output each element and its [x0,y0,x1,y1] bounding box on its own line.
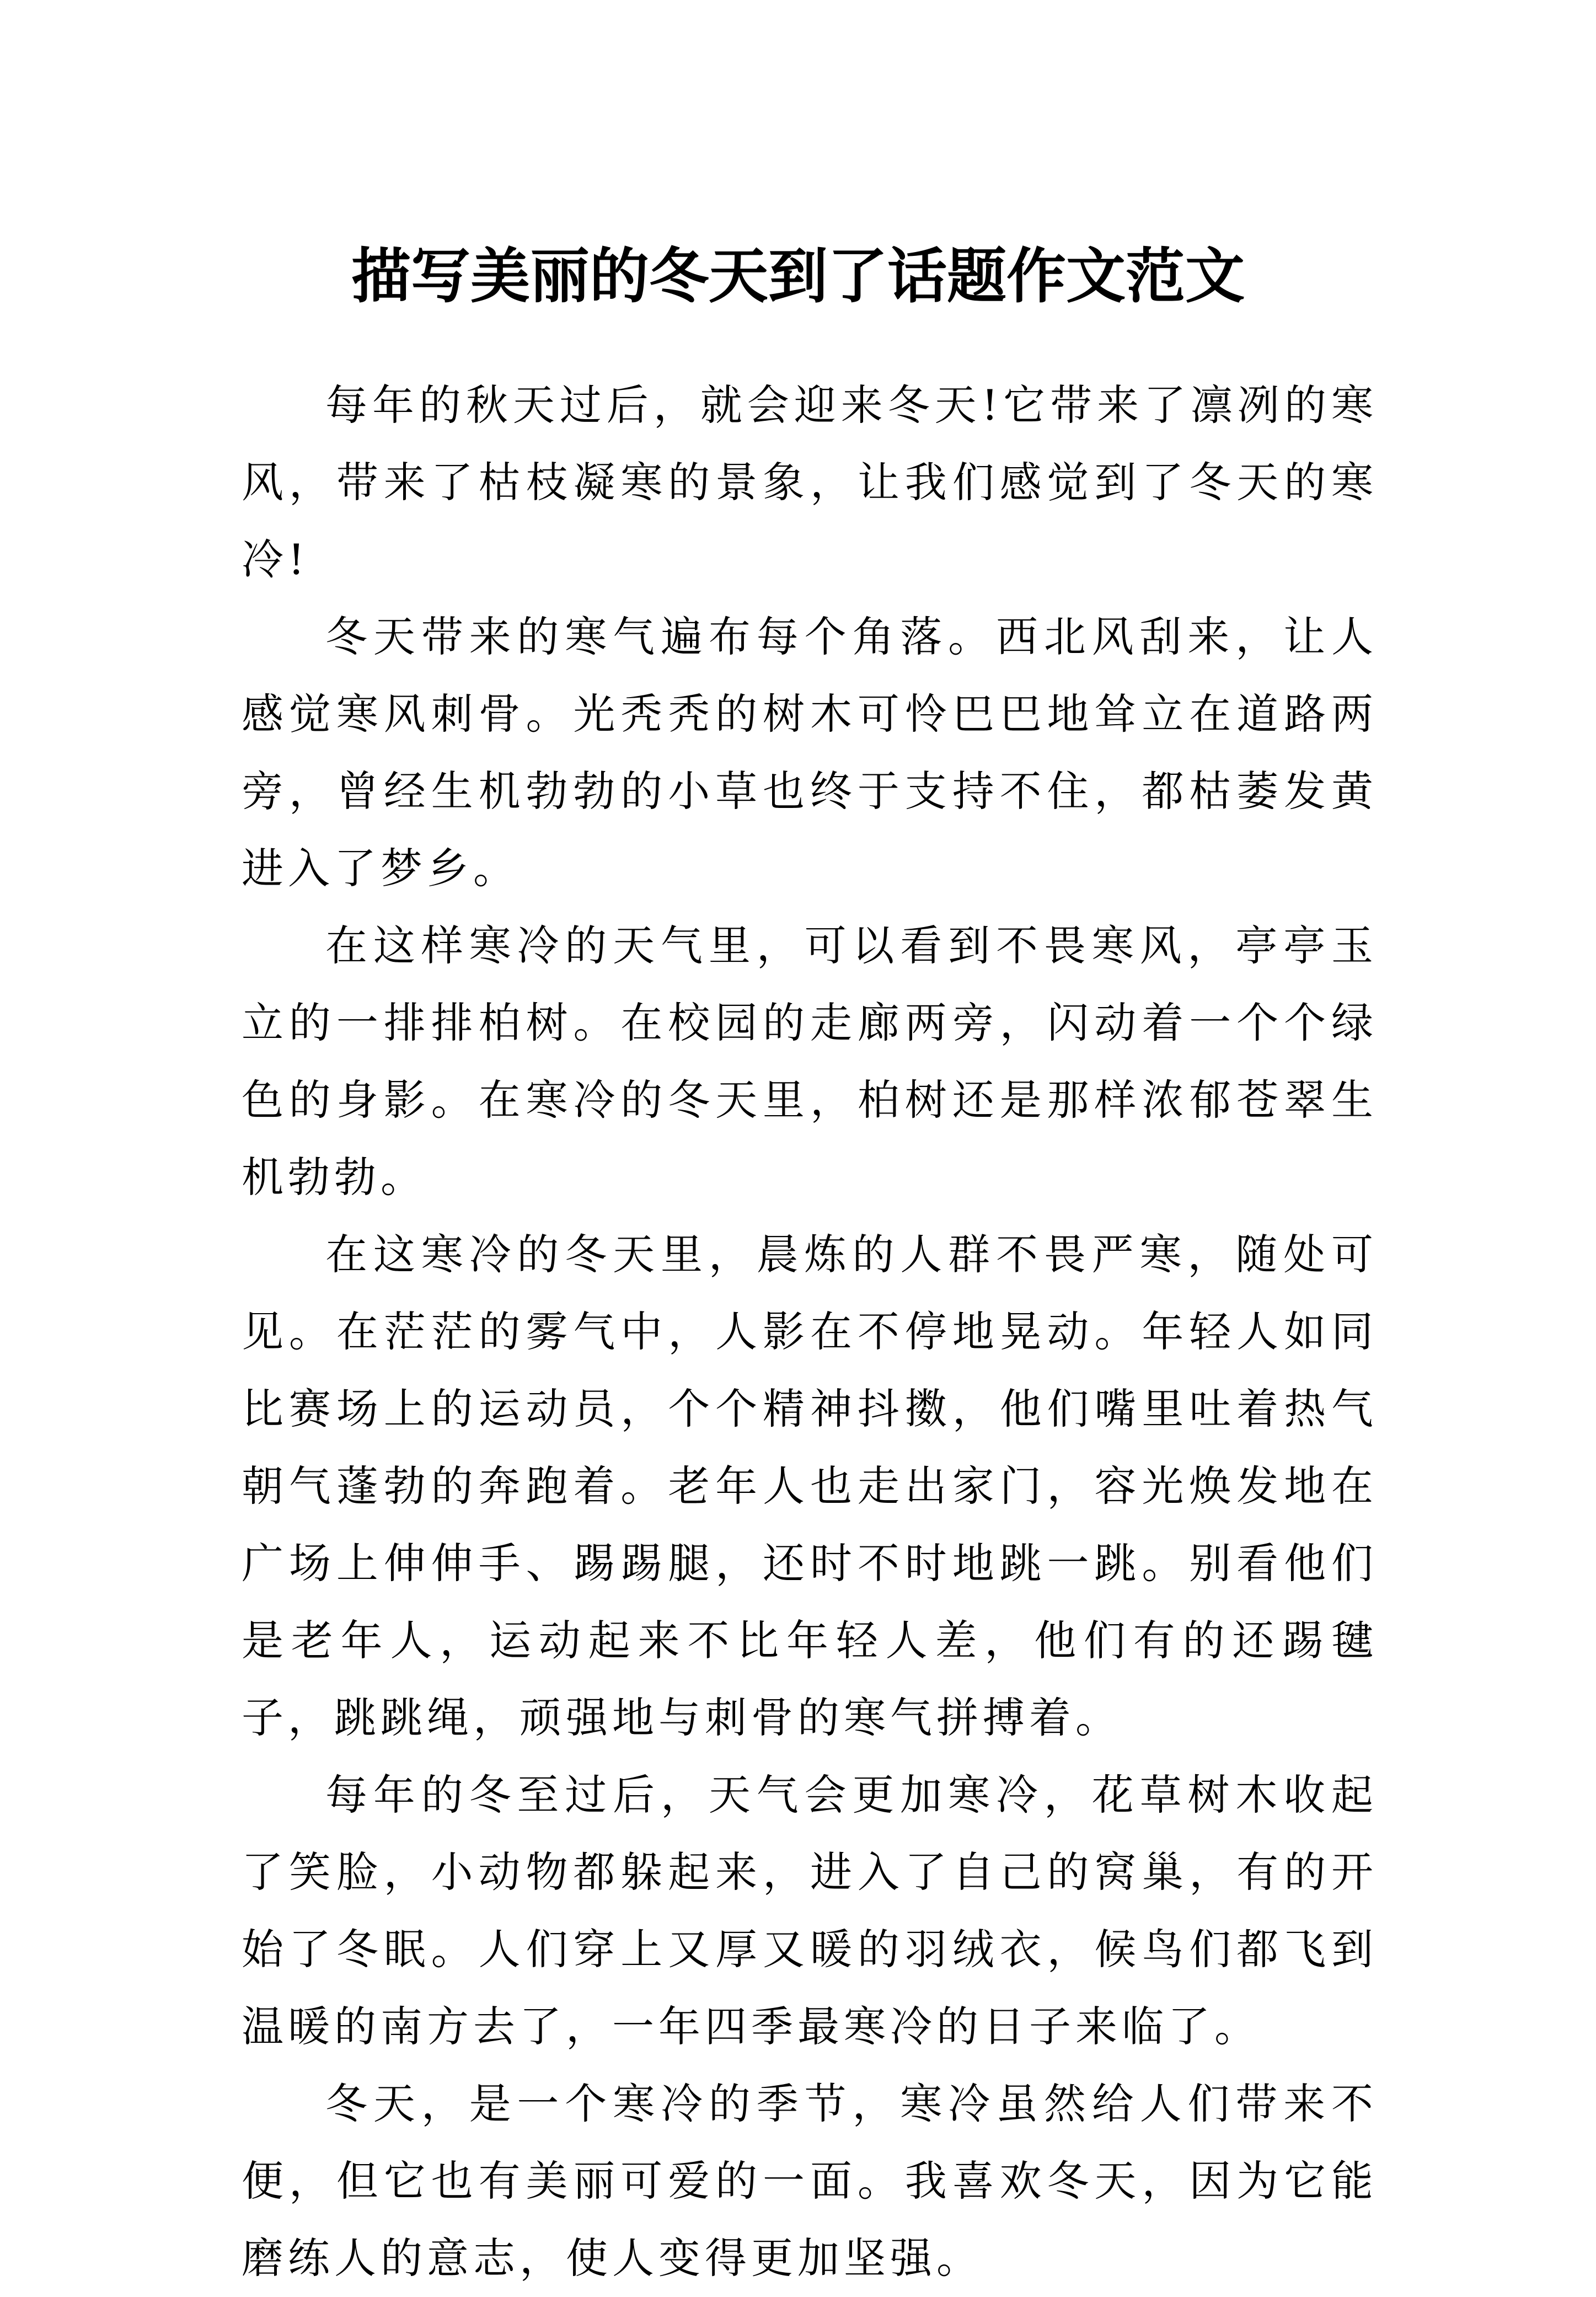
paragraph-4: 在这寒冷的冬天里，晨炼的人群不畏严寒，随处可见。在茫茫的雾气中，人影在不停地晃动。年轻人如同比赛场上的运动员，个个精神抖擞，他们嘴里吐着热气朝气蓬勃的奔跑着。老年人也走出家门，容光焕发地在广场上伸伸手、踢踢腿，还时不时地跳一跳。别看他们是老年人，运动起来不比年轻人差，他们有的还踢毽子，跳跳绳，顽强地与刺骨的寒气拼搏着。 [242,1230,1378,1742]
paragraph-5: 每年的冬至过后，天气会更加寒冷，花草树木收起了笑脸，小动物都躲起来，进入了自己的窝巢，有的开始了冬眠。人们穿上又厚又暖的羽绒衣，候鸟们都飞到温暖的南方去了，一年四季最寒冷的日子来临了。 [242,1770,1378,2051]
document-body [242,367,1378,2297]
document-title: 描写美丽的冬天到了话题作文范文 [351,242,1245,312]
paragraph-1: 每年的秋天过后，就会迎来冬天!它带来了凛冽的寒风，带来了枯枝凝寒的景象，让我们感觉到了冬天的寒冷! [242,381,1378,584]
paragraph-3: 在这样寒冷的天气里，可以看到不畏寒风，亭亭玉立的一排排柏树。在校园的走廊两旁，闪动着一个个绿色的身影。在寒冷的冬天里，柏树还是那样浓郁苍翠生机勃勃。 [242,921,1378,1202]
paragraph-2: 冬天带来的寒气遍布每个角落。西北风刮来，让人感觉寒风刺骨。光秃秃的树木可怜巴巴地耸立在道路两旁，曾经生机勃勃的小草也终于支持不住，都枯萎发黄进入了梦乡。 [242,612,1378,893]
paragraph-6: 冬天，是一个寒冷的季节，寒冷虽然给人们带来不便，但它也有美丽可爱的一面。我喜欢冬天，因为它能磨练人的意志，使人变得更加坚强。 [242,2079,1378,2283]
